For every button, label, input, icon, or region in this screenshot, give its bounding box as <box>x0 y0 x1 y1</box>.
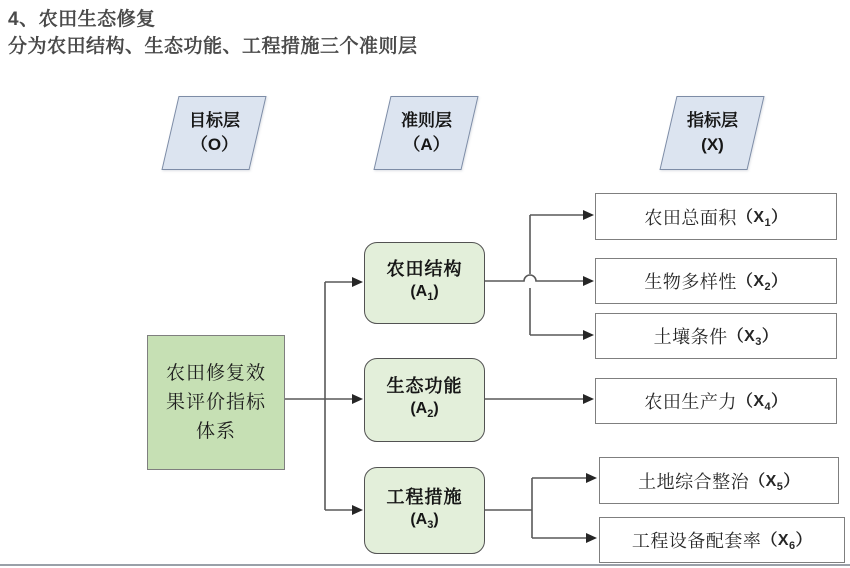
indicator-box-x6-code: $(X_6)$ <box>761 532 813 553</box>
page-subtitle: 分为农田结构、生态功能、工程措施三个准则层 <box>8 36 418 57</box>
wire-a1-x2-hop <box>483 275 583 281</box>
goal-box-line3: 体系 <box>195 421 236 442</box>
page-bottom-border <box>0 564 850 566</box>
layer-header-goal-label: 目标层 <box>188 111 240 130</box>
indicator-box-x1 <box>595 193 837 240</box>
indicator-box-x3-code: $(X_3)$ <box>727 328 779 349</box>
criteria-box-a3-code: $(A_3)$ <box>410 510 439 532</box>
layer-header-indicator-code: (X) <box>700 135 724 154</box>
arrowhead-x5 <box>586 473 597 483</box>
indicator-box-x6-label: 工程设备配套率 <box>631 531 762 551</box>
layer-header-indicator-label: 指标层 <box>686 111 738 130</box>
layer-header-goal <box>161 96 266 170</box>
indicator-box-x2-label: 生物多样性 <box>644 272 737 292</box>
arrowhead-a1 <box>352 277 363 287</box>
criteria-box-a3-label: 工程措施 <box>386 486 463 507</box>
criteria-box-a2 <box>364 358 485 442</box>
criteria-box-a3 <box>364 467 485 554</box>
arrowhead-a3 <box>352 505 363 515</box>
goal-box-line2: 果评价指标 <box>165 392 266 413</box>
indicator-box-x6 <box>599 517 845 563</box>
indicator-box-x5-code: $(X_5)$ <box>749 472 800 494</box>
indicator-box-x4-code: $(X_4)$ <box>736 393 788 414</box>
indicator-box-x1-label: 农田总面积 <box>644 207 737 228</box>
indicator-box-x1-code: $(X_1)$ <box>736 208 788 230</box>
arrowhead-a2 <box>352 394 363 404</box>
indicator-box-x5 <box>599 457 839 504</box>
goal-box <box>147 335 285 470</box>
indicator-box-x2-code: $(X_2)$ <box>736 273 788 294</box>
arrowhead-x3 <box>583 330 594 340</box>
goal-box-line1: 农田修复效 <box>165 363 266 384</box>
indicator-box-x4 <box>595 378 837 424</box>
indicator-box-x5-label: 土地综合整治 <box>638 471 750 492</box>
arrowhead-x6 <box>586 533 597 543</box>
indicator-box-x2 <box>595 258 837 304</box>
layer-header-criteria-label: 准则层 <box>400 111 452 130</box>
criteria-box-a2-code: $(A_2)$ <box>410 400 439 421</box>
layer-header-goal-code: （O） <box>190 135 238 154</box>
criteria-box-a1-label: 农田结构 <box>386 259 463 280</box>
arrowhead-x1 <box>583 210 594 220</box>
layer-header-criteria-code: （A） <box>402 135 450 154</box>
criteria-box-a2-label: 生态功能 <box>386 376 463 397</box>
layer-header-criteria <box>373 96 478 170</box>
layer-header-indicator <box>659 96 764 170</box>
indicator-box-x4-label: 农田生产力 <box>644 392 737 412</box>
indicator-box-x3 <box>595 313 837 359</box>
indicator-box-x3-label: 土壤条件 <box>653 327 728 347</box>
arrowhead-x4 <box>583 394 594 404</box>
arrowhead-x2 <box>583 276 594 286</box>
criteria-box-a1-code: $(A_1)$ <box>410 283 439 304</box>
page-title: 4、农田生态修复 <box>8 9 156 30</box>
criteria-box-a1 <box>364 242 485 324</box>
